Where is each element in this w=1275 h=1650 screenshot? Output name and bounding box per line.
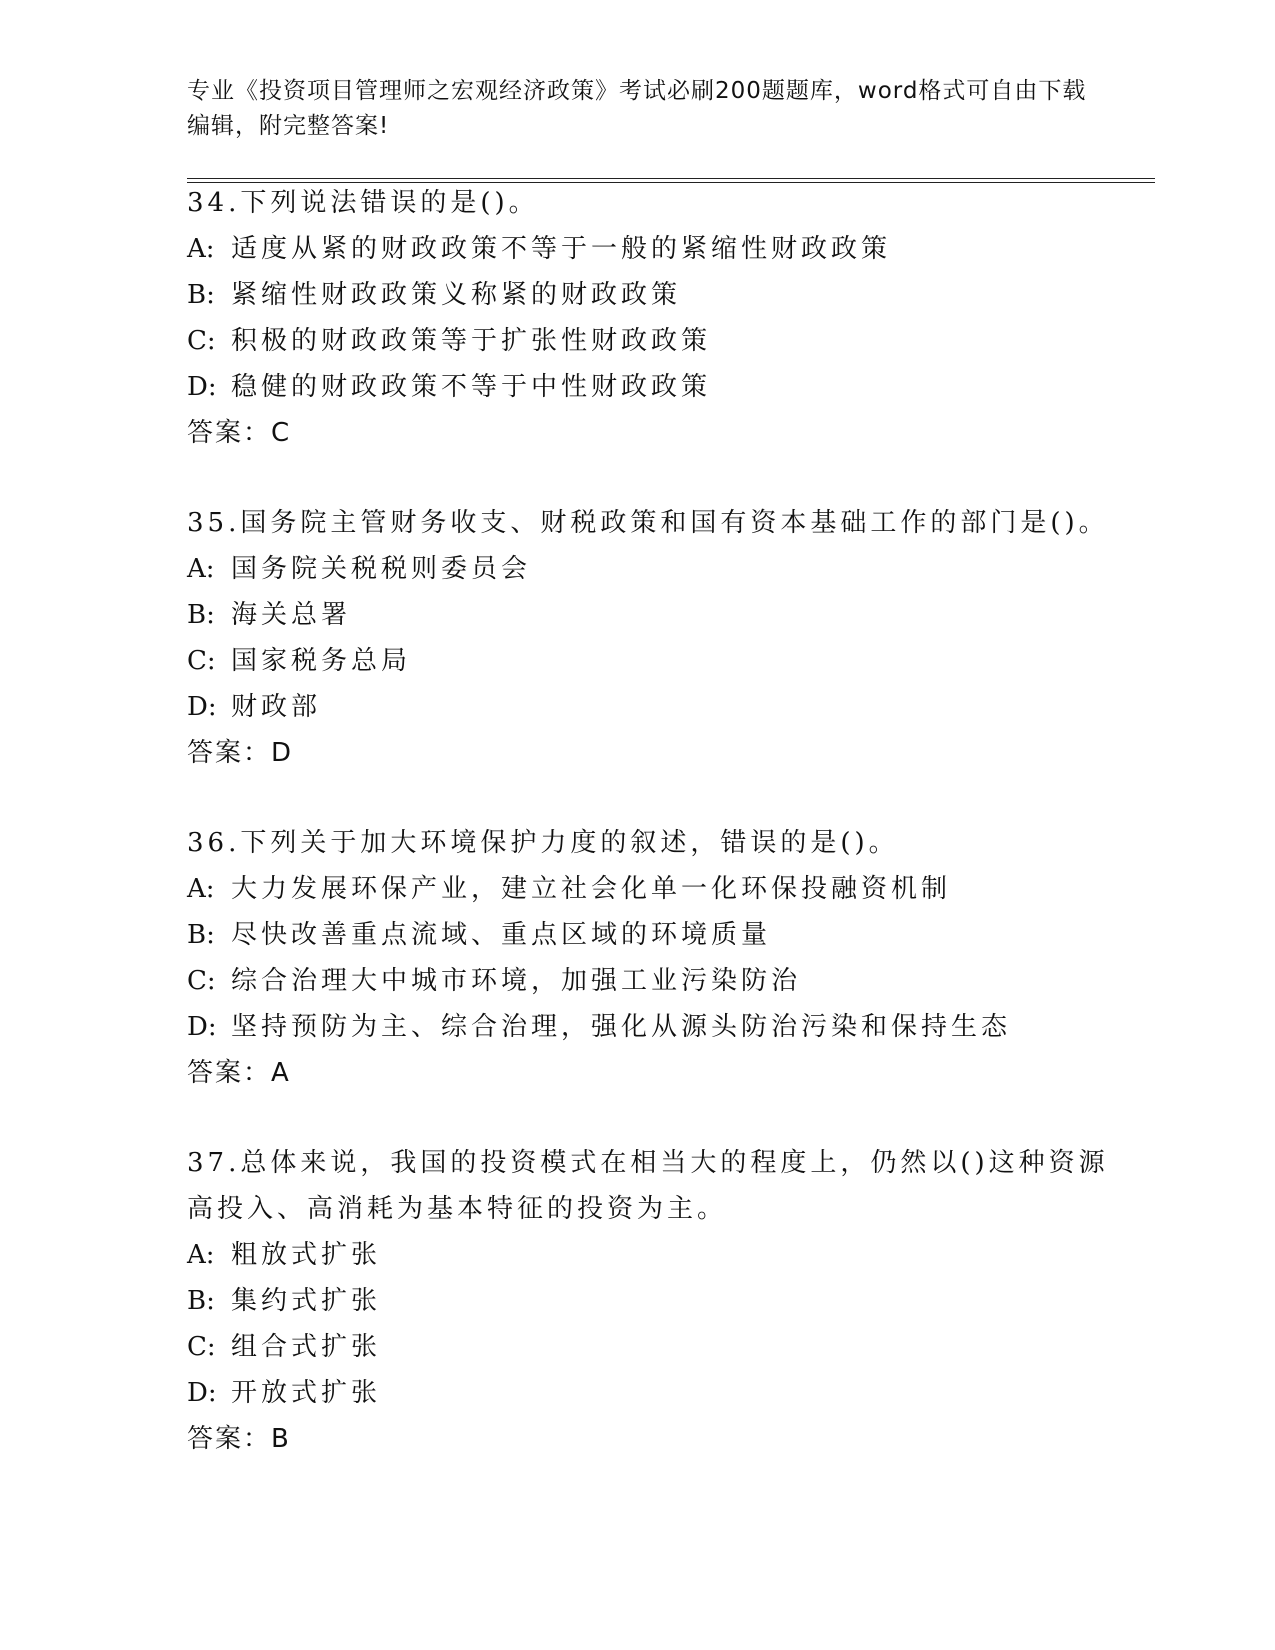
question-stem: [187, 180, 1147, 226]
answer: 答案：C: [187, 418, 292, 448]
question-text: 总体来说，我国的投资模式在相当大的程度上，仍然以()这种资源: [240, 1148, 1109, 1178]
question-text: 国务院主管财务收支、财税政策和国有资本基础工作的部门是()。: [240, 508, 1109, 538]
option-text: 国务院关税税则委员会: [231, 554, 532, 584]
option-text: 财政部: [231, 692, 322, 722]
option-d: [187, 1004, 1147, 1050]
answer: 答案：D: [187, 738, 294, 768]
option-key: A:: [187, 874, 215, 904]
option-text: 粗放式扩张: [231, 1240, 382, 1270]
option-b: [187, 912, 1147, 958]
option-a: [187, 226, 1147, 272]
question-35: [187, 500, 1147, 776]
question-34: [187, 180, 1147, 456]
option-text: 综合治理大中城市环境，加强工业污染防治: [231, 966, 802, 996]
option-a: [187, 1232, 1147, 1278]
option-c: [187, 638, 1147, 684]
header-divider-top: [187, 178, 1155, 179]
question-37: [187, 1140, 1147, 1462]
question-number: 34.: [187, 188, 241, 218]
option-key: B:: [187, 1286, 215, 1316]
option-a: [187, 546, 1147, 592]
option-key: C:: [187, 326, 216, 356]
option-c: [187, 1324, 1147, 1370]
option-text: 组合式扩张: [231, 1332, 382, 1362]
question-number: 35.: [187, 508, 241, 538]
option-key: C:: [187, 1332, 216, 1362]
option-b: [187, 1278, 1147, 1324]
option-b: [187, 592, 1147, 638]
question-stem: [187, 820, 1147, 866]
option-key: A:: [187, 234, 215, 264]
option-key: C:: [187, 966, 216, 996]
question-stem: [187, 1140, 1147, 1186]
question-number: 37.: [187, 1148, 241, 1178]
option-d: [187, 364, 1147, 410]
question-text: 下列关于加大环境保护力度的叙述，错误的是()。: [240, 828, 899, 858]
question-text: 高投入、高消耗为基本特征的投资为主。: [187, 1194, 728, 1224]
document-header: [187, 74, 1087, 144]
question-text: 下列说法错误的是()。: [240, 188, 539, 218]
option-key: D:: [187, 692, 217, 722]
option-b: [187, 272, 1147, 318]
option-text: 大力发展环保产业，建立社会化单一化环保投融资机制: [231, 874, 952, 904]
option-key: A:: [187, 1240, 215, 1270]
option-text: 紧缩性财政政策义称紧的财政政策: [231, 280, 682, 310]
answer: 答案：B: [187, 1424, 291, 1454]
header-text: 专业《投资项目管理师之宏观经济政策》考试必刷200题题库，word格式可自由下载编辑，附完整答案!: [187, 78, 1087, 139]
option-d: [187, 1370, 1147, 1416]
option-d: [187, 684, 1147, 730]
option-key: B:: [187, 600, 215, 630]
option-text: 积极的财政政策等于扩张性财政政策: [231, 326, 712, 356]
answer: 答案：A: [187, 1058, 291, 1088]
option-text: 国家税务总局: [231, 646, 412, 676]
question-stem-continued: [187, 1186, 1147, 1232]
option-key: D:: [187, 372, 217, 402]
option-c: [187, 318, 1147, 364]
option-key: D:: [187, 1378, 217, 1408]
option-text: 开放式扩张: [231, 1378, 382, 1408]
option-key: B:: [187, 280, 215, 310]
option-text: 坚持预防为主、综合治理，强化从源头防治污染和保持生态: [231, 1012, 1012, 1042]
option-key: A:: [187, 554, 215, 584]
option-text: 稳健的财政政策不等于中性财政政策: [231, 372, 712, 402]
option-text: 尽快改善重点流域、重点区域的环境质量: [231, 920, 772, 950]
option-text: 适度从紧的财政政策不等于一般的紧缩性财政政策: [231, 234, 892, 264]
option-key: D:: [187, 1012, 217, 1042]
option-key: C:: [187, 646, 216, 676]
question-36: [187, 820, 1147, 1096]
question-number: 36.: [187, 828, 241, 858]
option-text: 海关总署: [231, 600, 352, 630]
option-key: B:: [187, 920, 215, 950]
option-text: 集约式扩张: [231, 1286, 382, 1316]
option-c: [187, 958, 1147, 1004]
question-stem: [187, 500, 1147, 546]
option-a: [187, 866, 1147, 912]
